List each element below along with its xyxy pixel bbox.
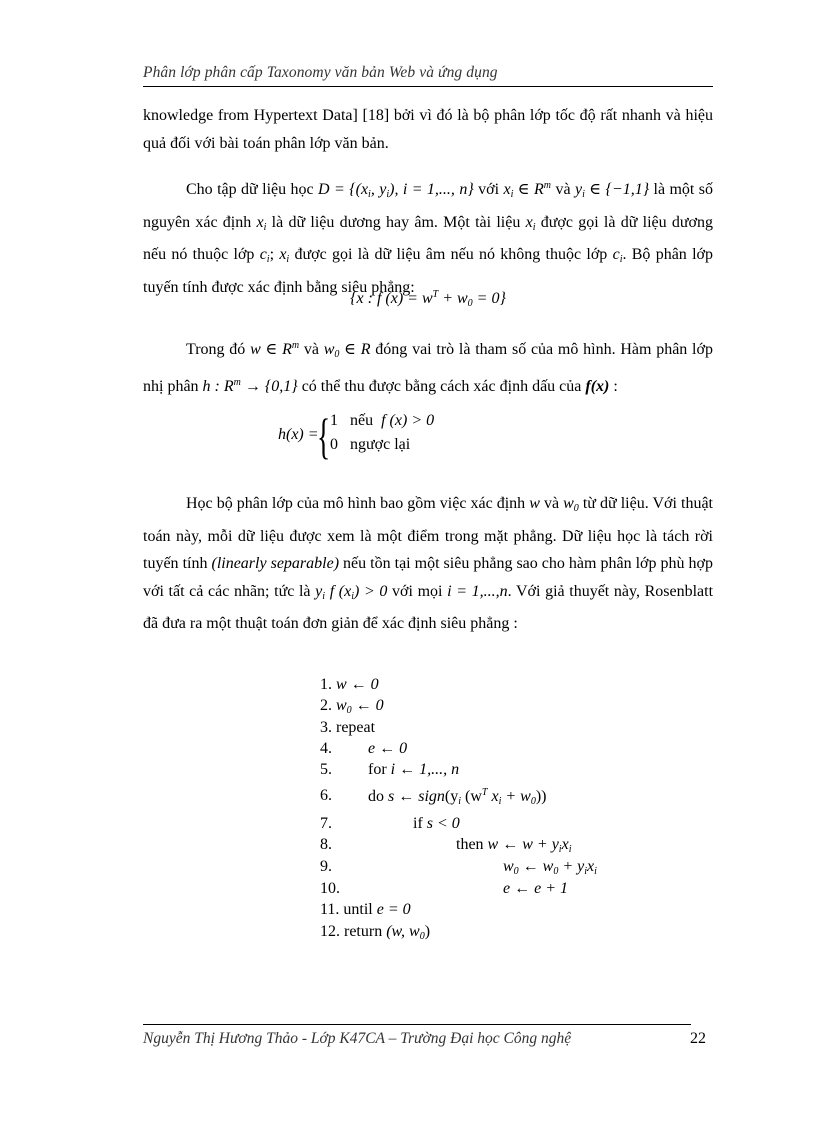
- page-number: 22: [690, 1030, 706, 1047]
- equation-hyperplane: {x : f $(x) = w^T + w_0 = 0$}: [350, 289, 506, 309]
- paragraph-4: Học bộ phân lớp của mô hình bao gồm việc xác định w và $w_0$ từ dữ liệu. Với thuật toán này, mỗi dữ liệu được xem là một điểm trong mặt phẳng. Dữ liệu học là tách rời tuyến tính (linearly separable) nếu tồn tại một siêu phẳng sao cho hàm phân lớp phù hợp với tất cả các nhãn; tức là $y_i$ f $(x_i) > 0$ với mọi i = 1,...,n. Với giả thuyết này, Rosenblatt đã đưa ra một thuật toán đơn giản để xác định siêu phẳng :: [143, 495, 714, 632]
- paragraph-3: Trong đó w ∈ $R^m$ và $w_0$ ∈ R đóng vai trò là tham số của mô hình. Hàm phân lớp nhị phân h : $R^m \to \{0,1\}$ có thể thu được bằng cách xác định dấu của f(x) :: [143, 340, 713, 395]
- running-footer: Nguyễn Thị Hương Thảo - Lớp K47CA – Trường Đại học Công nghệ: [143, 1030, 572, 1047]
- algo-line-3: 3. repeat: [320, 719, 376, 736]
- math-y-in-set: $y_i$ ∈ {−1,1}: [574, 181, 650, 200]
- running-header: Phân lớp phân cấp Taxonomy văn bản Web và ứng dụng: [143, 64, 498, 81]
- algo-line-12: 12. return (w, $w_0$): [320, 923, 431, 942]
- algo-line-1: 1. w ← 0: [320, 676, 379, 693]
- footer-rule: [143, 1024, 691, 1025]
- brace-symbol: {: [317, 408, 331, 464]
- math-x-in-R: $x_i$ ∈ $R^m$: [503, 180, 552, 200]
- math-dataset: $D = \{(x_i$, $y_i$), i = 1,..., n}: [318, 181, 474, 200]
- paragraph-1: knowledge from Hypertext Data] [18] bởi vì đó là bộ phân lớp tốc độ rất nhanh và hiệu quả đối với bài toán phân lớp văn bản.: [143, 107, 713, 152]
- paragraph-2: Cho tập dữ liệu học $D = \{(x_i$, $y_i$), i = 1,..., n} với $x_i$ ∈ $R^m$ và $y_i$ ∈ {−1,1} là một số nguyên xác định $x_i$ là dữ liệu dương hay âm. Một tài liệu $x_i$ được gọi là dữ liệu dương nếu nó thuộc lớp $c_i$; $x_i$ được gọi là dữ liệu âm nếu nó không thuộc lớp $c_i$. Bộ phân lớp tuyến tính được xác định bằng siêu phẳng:: [143, 180, 714, 296]
- document-page: Phân lớp phân cấp Taxonomy văn bản Web và ứng dụng knowledge from Hypertext Data] [18] bởi vì đó là bộ phân lớp tốc độ rất nhanh và hiệu quả đối với bài toán phân lớp văn bản. Cho tập dữ liệu học $D = \{(x_i$, $y_i$), i = 1,..., n} với $x_i$ ∈ $R^m$ và $y_i$ ∈ {−1,1} là một số nguyên xác định $x_i$ là dữ liệu dương hay âm. Một tài liệu $x_i$ được gọi là dữ liệu dương nếu nó thuộc lớp $c_i$; $x_i$ được gọi là dữ liệu âm nếu nó không thuộc lớp $c_i$. Bộ phân lớp tuyến tính được xác định bằng siêu phẳng: {x : f $(x) = w^T + w_0 = 0$} Trong đó w ∈ $R^m$ và $w_0$ ∈ R đóng vai trò là tham số của mô hình. Hàm phân lớp nhị phân h : $R^m \to \{0,1\}$ có thể thu được bằng cách xác định dấu của f(x) : h(x) = { 1 nếu f (x) > 0 0 ngược lại Học bộ phân lớp của mô hình bao gồm việc xác định w và $w_0$ từ dữ liệu. Với thuật toán này, mỗi dữ liệu được xem là một điểm trong mặt phẳng. Dữ liệu học là tách rời tuyến tính (linearly separable) nếu tồn tại một siêu phẳng sao cho hàm phân lớp phù hợp với tất cả các nhãn; tức là $y_i$ f $(x_i) > 0$ với mọi i = 1,...,n. Với giả thuyết này, Rosenblatt đã đưa ra một thuật toán đơn giản để xác định siêu phẳng : 1. w ← 0 2. $w_0$ ← 0 3. repeat 4. e ← 0 5. for i ← 1,..., n 6. do s ← $sign(y_i$ ($w^T$ $x_i + w_0$)) 7. if s < 0 8. then w ← $w + y_ix_i$ 9. $w_0$ ← $w_0 + y_ix_i$ 10. e ← e + 1 11. until e = 0 12. return (w, $w_0$) Nguyễn Thị Hương Thảo - Lớp K47CA – Trường Đại học Công nghệ 22: [143, 64, 714, 1047]
- algo-line-2: 2. $w_0$ ← 0: [320, 697, 384, 716]
- algo-line-11: 11. until e = 0: [320, 901, 411, 918]
- header-rule: [143, 86, 713, 87]
